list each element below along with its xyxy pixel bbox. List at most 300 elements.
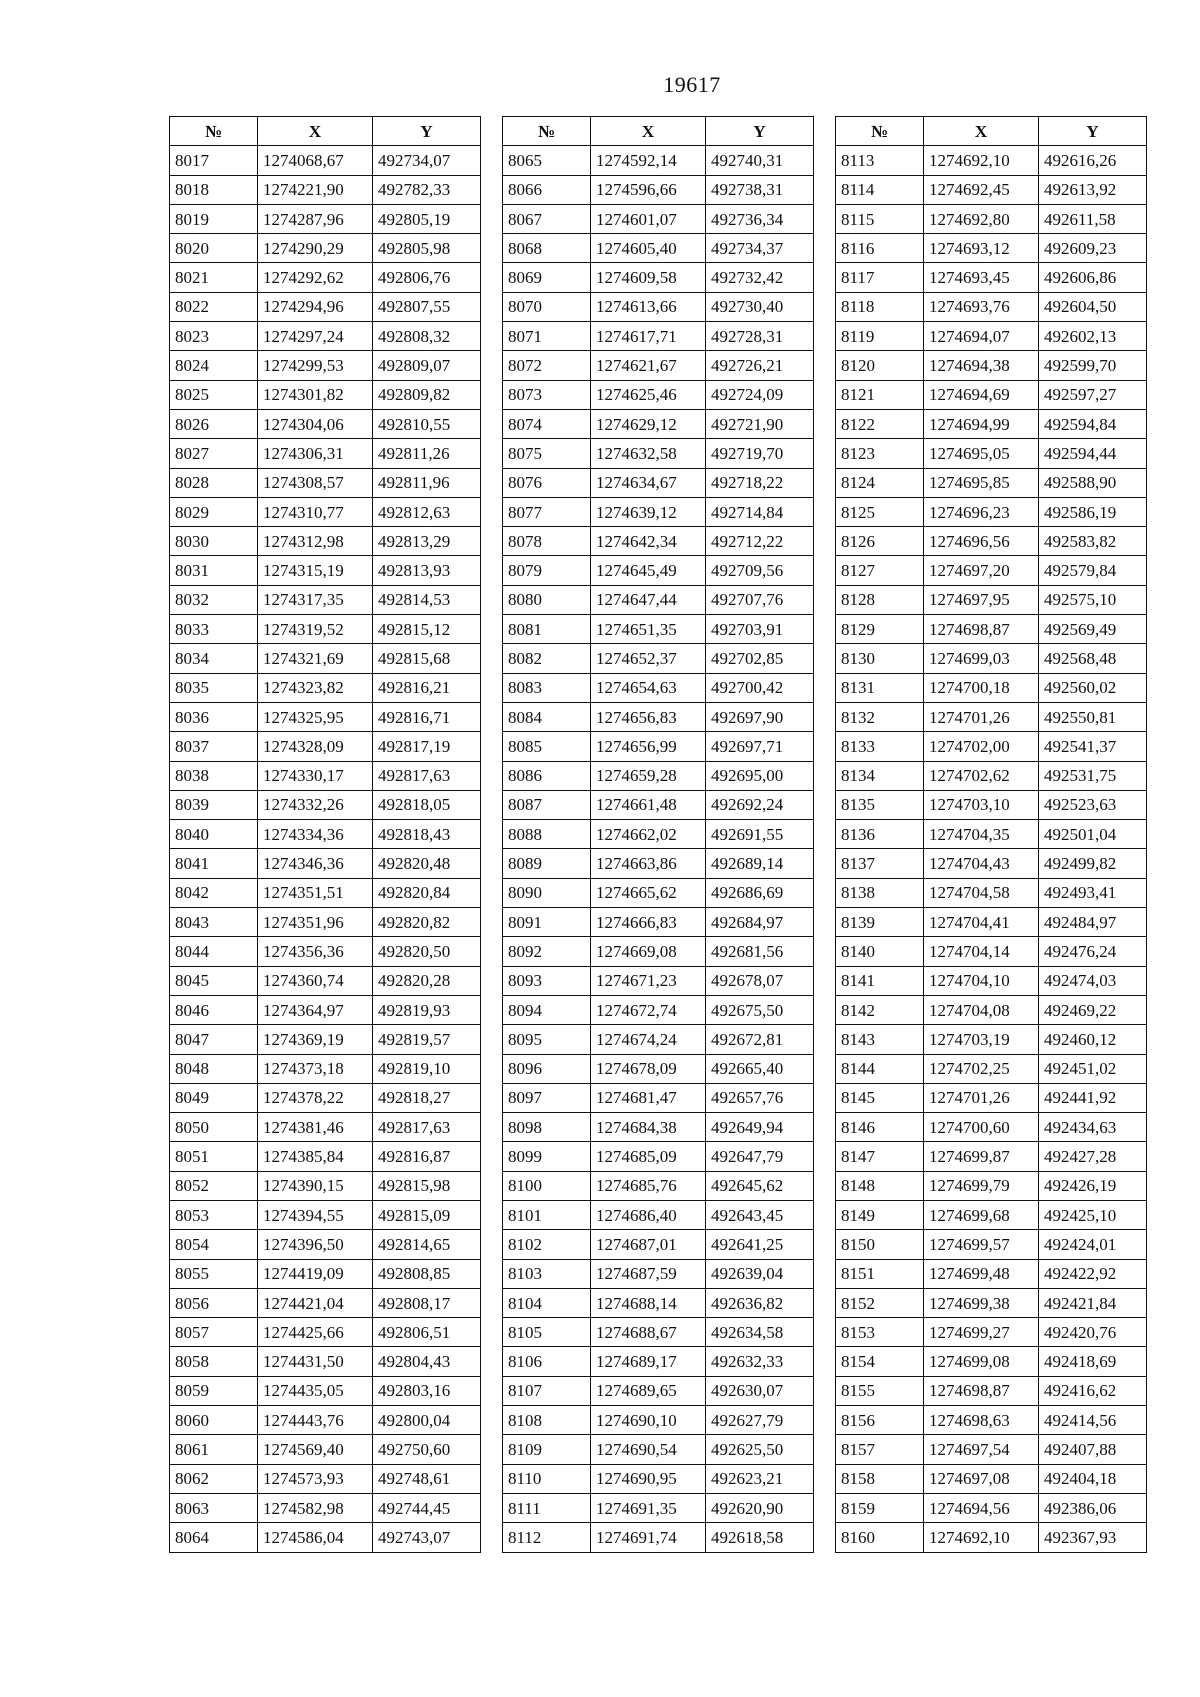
table-row [503, 878, 814, 907]
cell-x-coordinate: 1274700,60 [924, 1113, 1039, 1142]
cell-y-coordinate: 492550,81 [1039, 702, 1147, 731]
cell-y-coordinate: 492743,07 [373, 1523, 481, 1552]
cell-x-coordinate: 1274443,76 [258, 1406, 373, 1435]
table-row [170, 1464, 481, 1493]
cell-point-number: 8035 [170, 673, 258, 702]
table-row [170, 585, 481, 614]
cell-point-number: 8055 [170, 1259, 258, 1288]
table-row [836, 234, 1147, 263]
cell-x-coordinate: 1274310,77 [258, 497, 373, 526]
cell-y-coordinate: 492712,22 [706, 527, 814, 556]
cell-x-coordinate: 1274346,36 [258, 849, 373, 878]
cell-point-number: 8130 [836, 644, 924, 673]
cell-x-coordinate: 1274684,38 [591, 1113, 706, 1142]
cell-point-number: 8111 [503, 1493, 591, 1522]
cell-point-number: 8054 [170, 1230, 258, 1259]
page-number: 19617 [663, 72, 721, 97]
cell-point-number: 8126 [836, 527, 924, 556]
cell-x-coordinate: 1274697,20 [924, 556, 1039, 585]
cell-y-coordinate: 492748,61 [373, 1464, 481, 1493]
cell-x-coordinate: 1274287,96 [258, 204, 373, 233]
cell-x-coordinate: 1274317,35 [258, 585, 373, 614]
table-row [170, 673, 481, 702]
table-row [170, 1435, 481, 1464]
cell-point-number: 8037 [170, 732, 258, 761]
cell-x-coordinate: 1274328,09 [258, 732, 373, 761]
cell-y-coordinate: 492806,76 [373, 263, 481, 292]
table-row [503, 527, 814, 556]
cell-x-coordinate: 1274693,12 [924, 234, 1039, 263]
cell-y-coordinate: 492738,31 [706, 175, 814, 204]
cell-point-number: 8143 [836, 1025, 924, 1054]
table-row [170, 1523, 481, 1552]
cell-point-number: 8057 [170, 1318, 258, 1347]
cell-y-coordinate: 492782,33 [373, 175, 481, 204]
cell-x-coordinate: 1274360,74 [258, 966, 373, 995]
table-row [503, 1259, 814, 1288]
cell-x-coordinate: 1274652,37 [591, 644, 706, 673]
table-row [503, 820, 814, 849]
cell-x-coordinate: 1274221,90 [258, 175, 373, 204]
cell-point-number: 8082 [503, 644, 591, 673]
cell-x-coordinate: 1274693,76 [924, 292, 1039, 321]
cell-x-coordinate: 1274369,19 [258, 1025, 373, 1054]
table-row [503, 1025, 814, 1054]
cell-y-coordinate: 492730,40 [706, 292, 814, 321]
cell-y-coordinate: 492634,58 [706, 1318, 814, 1347]
cell-x-coordinate: 1274704,14 [924, 937, 1039, 966]
table-row [836, 1054, 1147, 1083]
cell-y-coordinate: 492734,07 [373, 146, 481, 175]
table-row [503, 849, 814, 878]
cell-x-coordinate: 1274692,45 [924, 175, 1039, 204]
cell-y-coordinate: 492800,04 [373, 1406, 481, 1435]
cell-x-coordinate: 1274330,17 [258, 761, 373, 790]
table-row [503, 702, 814, 731]
cell-x-coordinate: 1274700,18 [924, 673, 1039, 702]
cell-x-coordinate: 1274425,66 [258, 1318, 373, 1347]
cell-point-number: 8118 [836, 292, 924, 321]
cell-y-coordinate: 492697,90 [706, 702, 814, 731]
cell-x-coordinate: 1274678,09 [591, 1054, 706, 1083]
table-row [170, 790, 481, 819]
cell-y-coordinate: 492484,97 [1039, 908, 1147, 937]
cell-point-number: 8131 [836, 673, 924, 702]
cell-x-coordinate: 1274699,79 [924, 1171, 1039, 1200]
table-header-row [836, 117, 1147, 146]
cell-x-coordinate: 1274586,04 [258, 1523, 373, 1552]
cell-y-coordinate: 492434,63 [1039, 1113, 1147, 1142]
table-row [170, 1113, 481, 1142]
cell-point-number: 8077 [503, 497, 591, 526]
cell-y-coordinate: 492817,19 [373, 732, 481, 761]
cell-x-coordinate: 1274378,22 [258, 1083, 373, 1112]
cell-y-coordinate: 492649,94 [706, 1113, 814, 1142]
cell-point-number: 8109 [503, 1435, 591, 1464]
cell-point-number: 8095 [503, 1025, 591, 1054]
cell-point-number: 8099 [503, 1142, 591, 1171]
table-row [836, 966, 1147, 995]
table-row [836, 1435, 1147, 1464]
table-row [170, 702, 481, 731]
cell-x-coordinate: 1274356,36 [258, 937, 373, 966]
table-row [170, 820, 481, 849]
table-row [503, 351, 814, 380]
cell-y-coordinate: 492726,21 [706, 351, 814, 380]
table-row [503, 497, 814, 526]
table-row [170, 1406, 481, 1435]
cell-point-number: 8146 [836, 1113, 924, 1142]
cell-x-coordinate: 1274665,62 [591, 878, 706, 907]
cell-y-coordinate: 492367,93 [1039, 1523, 1147, 1552]
cell-x-coordinate: 1274692,80 [924, 204, 1039, 233]
table-row [836, 1200, 1147, 1229]
cell-x-coordinate: 1274639,12 [591, 497, 706, 526]
cell-y-coordinate: 492672,81 [706, 1025, 814, 1054]
table-row [836, 644, 1147, 673]
table-row [503, 439, 814, 468]
cell-y-coordinate: 492740,31 [706, 146, 814, 175]
cell-y-coordinate: 492815,09 [373, 1200, 481, 1229]
table-row [170, 204, 481, 233]
cell-point-number: 8123 [836, 439, 924, 468]
cell-y-coordinate: 492604,50 [1039, 292, 1147, 321]
cell-x-coordinate: 1274697,08 [924, 1464, 1039, 1493]
cell-x-coordinate: 1274364,97 [258, 995, 373, 1024]
cell-x-coordinate: 1274701,26 [924, 702, 1039, 731]
cell-point-number: 8116 [836, 234, 924, 263]
cell-y-coordinate: 492451,02 [1039, 1054, 1147, 1083]
cell-point-number: 8128 [836, 585, 924, 614]
cell-point-number: 8156 [836, 1406, 924, 1435]
cell-x-coordinate: 1274685,76 [591, 1171, 706, 1200]
cell-y-coordinate: 492812,63 [373, 497, 481, 526]
cell-y-coordinate: 492579,84 [1039, 556, 1147, 585]
cell-y-coordinate: 492703,91 [706, 615, 814, 644]
cell-point-number: 8068 [503, 234, 591, 263]
table-row [836, 995, 1147, 1024]
table-row [836, 1464, 1147, 1493]
cell-point-number: 8067 [503, 204, 591, 233]
cell-x-coordinate: 1274686,40 [591, 1200, 706, 1229]
table-row [503, 1318, 814, 1347]
cell-x-coordinate: 1274390,15 [258, 1171, 373, 1200]
cell-point-number: 8089 [503, 849, 591, 878]
cell-point-number: 8074 [503, 409, 591, 438]
cell-point-number: 8063 [170, 1493, 258, 1522]
cell-x-coordinate: 1274694,38 [924, 351, 1039, 380]
cell-x-coordinate: 1274688,67 [591, 1318, 706, 1347]
cell-x-coordinate: 1274421,04 [258, 1288, 373, 1317]
cell-point-number: 8102 [503, 1230, 591, 1259]
cell-y-coordinate: 492414,56 [1039, 1406, 1147, 1435]
table-row [836, 439, 1147, 468]
table-row [836, 702, 1147, 731]
cell-y-coordinate: 492815,68 [373, 644, 481, 673]
cell-point-number: 8137 [836, 849, 924, 878]
cell-y-coordinate: 492689,14 [706, 849, 814, 878]
table-row [170, 146, 481, 175]
column-header-x: X [258, 117, 373, 146]
table-row [503, 1142, 814, 1171]
cell-y-coordinate: 492586,19 [1039, 497, 1147, 526]
table-row [170, 1259, 481, 1288]
cell-x-coordinate: 1274703,10 [924, 790, 1039, 819]
cell-y-coordinate: 492750,60 [373, 1435, 481, 1464]
cell-point-number: 8027 [170, 439, 258, 468]
cell-point-number: 8034 [170, 644, 258, 673]
table-row [836, 146, 1147, 175]
cell-point-number: 8026 [170, 409, 258, 438]
table-row [836, 673, 1147, 702]
table-row [170, 292, 481, 321]
cell-y-coordinate: 492813,93 [373, 556, 481, 585]
cell-point-number: 8144 [836, 1054, 924, 1083]
table-row [503, 1288, 814, 1317]
cell-point-number: 8121 [836, 380, 924, 409]
cell-x-coordinate: 1274687,01 [591, 1230, 706, 1259]
cell-x-coordinate: 1274569,40 [258, 1435, 373, 1464]
table-row [503, 1406, 814, 1435]
table-row [836, 556, 1147, 585]
cell-point-number: 8115 [836, 204, 924, 233]
cell-y-coordinate: 492702,85 [706, 644, 814, 673]
table-row [170, 1083, 481, 1112]
cell-point-number: 8041 [170, 849, 258, 878]
cell-y-coordinate: 492820,84 [373, 878, 481, 907]
cell-x-coordinate: 1274613,66 [591, 292, 706, 321]
cell-point-number: 8088 [503, 820, 591, 849]
cell-x-coordinate: 1274672,74 [591, 995, 706, 1024]
cell-y-coordinate: 492736,34 [706, 204, 814, 233]
table-row [503, 1523, 814, 1552]
table-row [170, 878, 481, 907]
cell-y-coordinate: 492407,88 [1039, 1435, 1147, 1464]
cell-x-coordinate: 1274699,08 [924, 1347, 1039, 1376]
table-row [503, 1347, 814, 1376]
cell-y-coordinate: 492692,24 [706, 790, 814, 819]
cell-x-coordinate: 1274696,23 [924, 497, 1039, 526]
cell-point-number: 8050 [170, 1113, 258, 1142]
cell-x-coordinate: 1274642,34 [591, 527, 706, 556]
cell-y-coordinate: 492817,63 [373, 1113, 481, 1142]
cell-y-coordinate: 492718,22 [706, 468, 814, 497]
table-row [836, 790, 1147, 819]
cell-y-coordinate: 492627,79 [706, 1406, 814, 1435]
cell-point-number: 8069 [503, 263, 591, 292]
cell-y-coordinate: 492707,76 [706, 585, 814, 614]
table-row [170, 644, 481, 673]
cell-point-number: 8112 [503, 1523, 591, 1552]
cell-point-number: 8073 [503, 380, 591, 409]
table-row [836, 1318, 1147, 1347]
cell-y-coordinate: 492575,10 [1039, 585, 1147, 614]
table-row [170, 908, 481, 937]
cell-point-number: 8104 [503, 1288, 591, 1317]
cell-x-coordinate: 1274312,98 [258, 527, 373, 556]
cell-y-coordinate: 492474,03 [1039, 966, 1147, 995]
cell-point-number: 8065 [503, 146, 591, 175]
table-row [836, 761, 1147, 790]
cell-x-coordinate: 1274661,48 [591, 790, 706, 819]
table-row [503, 908, 814, 937]
table-row [503, 761, 814, 790]
cell-point-number: 8155 [836, 1376, 924, 1405]
column-header-x: X [591, 117, 706, 146]
cell-y-coordinate: 492594,84 [1039, 409, 1147, 438]
cell-point-number: 8049 [170, 1083, 258, 1112]
table-row [170, 556, 481, 585]
cell-x-coordinate: 1274656,83 [591, 702, 706, 731]
cell-point-number: 8023 [170, 322, 258, 351]
table-row [503, 146, 814, 175]
table-header-row [170, 117, 481, 146]
cell-x-coordinate: 1274685,09 [591, 1142, 706, 1171]
cell-x-coordinate: 1274666,83 [591, 908, 706, 937]
cell-x-coordinate: 1274645,49 [591, 556, 706, 585]
table-row [503, 1083, 814, 1112]
cell-x-coordinate: 1274699,38 [924, 1288, 1039, 1317]
cell-point-number: 8020 [170, 234, 258, 263]
cell-point-number: 8140 [836, 937, 924, 966]
cell-point-number: 8029 [170, 497, 258, 526]
cell-y-coordinate: 492686,69 [706, 878, 814, 907]
cell-y-coordinate: 492810,55 [373, 409, 481, 438]
cell-x-coordinate: 1274693,45 [924, 263, 1039, 292]
cell-point-number: 8066 [503, 175, 591, 204]
cell-x-coordinate: 1274690,10 [591, 1406, 706, 1435]
cell-y-coordinate: 492815,12 [373, 615, 481, 644]
table-row [836, 1113, 1147, 1142]
table-row [503, 644, 814, 673]
cell-point-number: 8031 [170, 556, 258, 585]
cell-x-coordinate: 1274632,58 [591, 439, 706, 468]
coordinate-tables [169, 116, 1147, 1547]
table-row [170, 615, 481, 644]
cell-point-number: 8064 [170, 1523, 258, 1552]
table-row [170, 849, 481, 878]
cell-x-coordinate: 1274319,52 [258, 615, 373, 644]
cell-point-number: 8058 [170, 1347, 258, 1376]
table-row [170, 1230, 481, 1259]
cell-y-coordinate: 492817,63 [373, 761, 481, 790]
cell-y-coordinate: 492700,42 [706, 673, 814, 702]
cell-y-coordinate: 492639,04 [706, 1259, 814, 1288]
cell-y-coordinate: 492623,21 [706, 1464, 814, 1493]
table-row [836, 1083, 1147, 1112]
table-row [503, 673, 814, 702]
table-row [503, 1464, 814, 1493]
cell-point-number: 8157 [836, 1435, 924, 1464]
cell-point-number: 8113 [836, 146, 924, 175]
table-row [503, 234, 814, 263]
table-row [170, 351, 481, 380]
cell-y-coordinate: 492568,48 [1039, 644, 1147, 673]
cell-x-coordinate: 1274621,67 [591, 351, 706, 380]
cell-y-coordinate: 492597,27 [1039, 380, 1147, 409]
cell-point-number: 8070 [503, 292, 591, 321]
cell-x-coordinate: 1274698,87 [924, 615, 1039, 644]
cell-x-coordinate: 1274694,07 [924, 322, 1039, 351]
cell-y-coordinate: 492421,84 [1039, 1288, 1147, 1317]
cell-x-coordinate: 1274323,82 [258, 673, 373, 702]
cell-x-coordinate: 1274702,00 [924, 732, 1039, 761]
coordinate-table-2 [502, 116, 814, 1553]
table-row [170, 439, 481, 468]
cell-point-number: 8018 [170, 175, 258, 204]
cell-point-number: 8028 [170, 468, 258, 497]
cell-y-coordinate: 492426,19 [1039, 1171, 1147, 1200]
coordinate-table-3 [835, 116, 1147, 1553]
cell-point-number: 8072 [503, 351, 591, 380]
cell-y-coordinate: 492636,82 [706, 1288, 814, 1317]
cell-x-coordinate: 1274609,58 [591, 263, 706, 292]
cell-x-coordinate: 1274654,63 [591, 673, 706, 702]
cell-x-coordinate: 1274702,62 [924, 761, 1039, 790]
cell-point-number: 8100 [503, 1171, 591, 1200]
table-row [836, 1523, 1147, 1552]
cell-x-coordinate: 1274435,05 [258, 1376, 373, 1405]
cell-x-coordinate: 1274694,69 [924, 380, 1039, 409]
cell-x-coordinate: 1274669,08 [591, 937, 706, 966]
cell-point-number: 8110 [503, 1464, 591, 1493]
table-row [836, 204, 1147, 233]
cell-y-coordinate: 492641,25 [706, 1230, 814, 1259]
table-row [170, 409, 481, 438]
table-row [836, 732, 1147, 761]
cell-point-number: 8056 [170, 1288, 258, 1317]
cell-x-coordinate: 1274385,84 [258, 1142, 373, 1171]
cell-y-coordinate: 492734,37 [706, 234, 814, 263]
cell-point-number: 8071 [503, 322, 591, 351]
table-row [503, 1435, 814, 1464]
cell-x-coordinate: 1274394,55 [258, 1200, 373, 1229]
cell-y-coordinate: 492469,22 [1039, 995, 1147, 1024]
cell-x-coordinate: 1274321,69 [258, 644, 373, 673]
cell-y-coordinate: 492807,55 [373, 292, 481, 321]
cell-point-number: 8024 [170, 351, 258, 380]
cell-x-coordinate: 1274419,09 [258, 1259, 373, 1288]
cell-y-coordinate: 492808,85 [373, 1259, 481, 1288]
cell-point-number: 8021 [170, 263, 258, 292]
cell-y-coordinate: 492819,93 [373, 995, 481, 1024]
cell-x-coordinate: 1274690,95 [591, 1464, 706, 1493]
cell-y-coordinate: 492820,48 [373, 849, 481, 878]
cell-y-coordinate: 492416,62 [1039, 1376, 1147, 1405]
table-row [170, 995, 481, 1024]
cell-point-number: 8039 [170, 790, 258, 819]
table-row [170, 1347, 481, 1376]
cell-y-coordinate: 492681,56 [706, 937, 814, 966]
cell-x-coordinate: 1274617,71 [591, 322, 706, 351]
table-row [170, 1200, 481, 1229]
cell-x-coordinate: 1274697,54 [924, 1435, 1039, 1464]
cell-x-coordinate: 1274306,31 [258, 439, 373, 468]
table-row [503, 263, 814, 292]
cell-x-coordinate: 1274704,58 [924, 878, 1039, 907]
cell-y-coordinate: 492721,90 [706, 409, 814, 438]
table-row [503, 966, 814, 995]
cell-point-number: 8086 [503, 761, 591, 790]
cell-x-coordinate: 1274292,62 [258, 263, 373, 292]
cell-x-coordinate: 1274703,19 [924, 1025, 1039, 1054]
cell-x-coordinate: 1274698,63 [924, 1406, 1039, 1435]
cell-y-coordinate: 492819,57 [373, 1025, 481, 1054]
cell-y-coordinate: 492809,82 [373, 380, 481, 409]
cell-point-number: 8096 [503, 1054, 591, 1083]
cell-point-number: 8076 [503, 468, 591, 497]
table-row [170, 527, 481, 556]
